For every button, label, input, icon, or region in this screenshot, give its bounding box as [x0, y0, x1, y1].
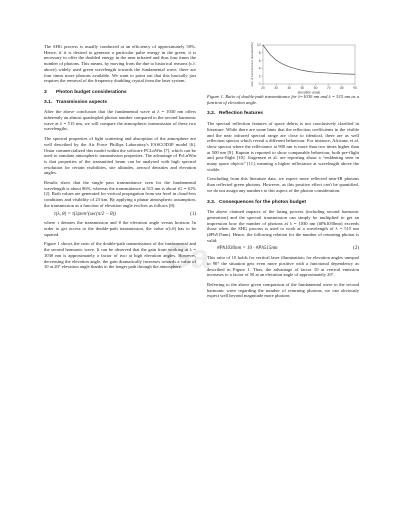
- figure-1-chart: [207, 42, 359, 94]
- equation-2-number: (2): [353, 246, 359, 252]
- subsection-number: 3.1.: [44, 99, 53, 105]
- subsection-title: Transmission aspects: [56, 99, 108, 105]
- x-axis-label: elevation angle: [297, 90, 321, 94]
- paragraph: After the above conclusion that the fundamental wave at λ = 1030 nm offers inherently an almost quadrupled photon number compared to the second harmonic wave at λ = 515 nm, we will compare the atmospheric transmission of these two wavelengths.: [44, 109, 196, 132]
- x-tick-label: 60: [313, 86, 318, 90]
- left-column: [44, 0, 196, 270]
- x-tick-label: 30: [274, 86, 278, 90]
- x-tick-label: 50: [300, 86, 305, 90]
- paragraph: Figure 1 shows the ratio of the double-path transmissions of the fundamental and the second harmonic wave. It can be observed that the gain from working at λ = 1030 nm is approximately a factor of two at high elevation angles. However, decreasing the elevation angle, the gain dramatically increases towards a value of 10 at 20° elevation angle thanks to the longer path through the atmosphere.: [44, 241, 196, 270]
- watermark: Ga: [165, 238, 209, 276]
- y-tick-label: 4: [258, 66, 261, 71]
- y-tick-label: 2: [258, 74, 261, 79]
- x-tick-label: 20: [261, 86, 265, 90]
- y-axis-label: ratio of transmission (bandwidths): [250, 42, 254, 87]
- paragraph: Concluding from this literature data, we expect more reflected near-IR photons than reflected green photons. However, as this positive effect can't be quantified, we do not assign any numbers to this aspect of the photon consideration.: [207, 176, 359, 193]
- x-tick-label: 70: [326, 86, 331, 90]
- paragraph: The above claimed impacts of the lasing process (including second harmonic generation) and the spectral transmission can simply be multiplied to get an impression how the number of photons at λ = 1030 nm (#Ph1030nm) exceeds those when the SHG process is used to work at a wavelength of λ = 515 nm (#Ph515nm). Hence, the following relation for the number of returning photon is valid:: [207, 209, 359, 243]
- intro-paragraph: The SHG process is usually conducted at an efficiency of approximately 50%. Hence, if it is desired to generate a particular pulse energy in the green, it is necessary to offer the doubled energy in the near infrared and thus four times the number of photons. This means, by moving from the due to historical reasons (c.f. above) widely used green wavelength towards the fundamental wave, there are four times more photons available. We want to point out that this basically just requires the removal of the frequency doubling crystal from the laser system.: [44, 44, 196, 84]
- equation-2: [217, 246, 359, 252]
- paragraph: The spectral reflection features of space debris is not conclusively clarified in literature. While there are some hints that the reflection coefficients in the visible and the near infrared spectral range are close to identical, there are as well reflection spectra which reveal a different behaviour. For instance, Africano et al. show spectra where the reflectance at 900 nm is more than two times higher than at 500 nm [9]. Kupton is reported to show comparable behaviour, both pre-flight and post-flight [10]. Jorgensen et al. are reporting about a “reddening seen in many space objects” [11], meaning a higher reflectance at wavelength above the visible.: [207, 121, 359, 172]
- y-tick-label: 6: [258, 58, 261, 63]
- x-tick-label: 40: [287, 86, 292, 90]
- paragraph: Results show that the single pass transmittance τzen for the fundamental wavelength is about 86%, whereas the transmittance at 515 nm is about τG = 61% [2]. Both values are generated for vertical propagation from sea level in cloud-less conditions and visibility of 23 km. By applying a planar atmospheric assumption, the transmission as a function of elevation angle evolves as follows [8]:: [44, 180, 196, 208]
- figure-caption: Figure 1. Ratio of double-path transmittance for λ=1030 nm and λ = 515 nm as a function of elevation angle.: [207, 94, 359, 105]
- subsection-title: Reflection features: [219, 111, 264, 117]
- subsection-number: 3.3.: [207, 199, 216, 205]
- equation-1-formula: τ(λ, θ) = τ(λ)zen^(sec(π/2 − θ)): [54, 211, 116, 217]
- paragraph: where τ denotes the transmission and θ the elevation angle versus horizon. In order to get access to the double-path transmission, the value τ(λ,θ) has to be squared.: [44, 220, 196, 237]
- equation-1-number: (1): [190, 211, 196, 217]
- plot-frame: [263, 45, 355, 84]
- y-tick-label: 10: [256, 43, 261, 48]
- y-tick-label: 0: [258, 82, 261, 87]
- subsection-title: Consequences for the photon budget: [219, 199, 306, 205]
- right-column: [207, 0, 359, 299]
- paragraph: Referring to the above given comparison of the fundamental wave to the second harmonic wave regarding the number of returning photons, we can obviously expect well beyond magnitude more photons: [207, 281, 359, 299]
- section-title: Photon budget considerations: [56, 89, 127, 95]
- subsection-number: 3.2.: [207, 111, 216, 117]
- paragraph: This ratio of 10 holds for vertical laser illumination; for elevation angles unequal to 90° the situation gets even more positive with a functional dependency as described in Figure 1. Thus, the advantage of factor 10 at vertical emission increases to a factor of 50 at an elevation angle of approximately 20°.: [207, 255, 359, 278]
- x-tick-label: 90: [353, 86, 357, 90]
- y-tick-label: 8: [258, 51, 261, 55]
- equation-1: [54, 212, 196, 218]
- transmission-ratio-line: [263, 45, 355, 74]
- figure-1: [207, 42, 359, 94]
- section-number: 3: [44, 89, 47, 95]
- equation-2-formula: #Ph1030nm = 10 · #Ph515nm: [217, 246, 278, 252]
- x-tick-label: 80: [340, 86, 344, 90]
- paragraph: The spectral properties of light scattering and absorption of the atmosphere are well described by the Air Force Phillips Laboratory's FASCOD3P model [6]. Ontar commercialized this model within the software PCLnWin [7], which can be used to simulate atmospheric transmission properties. The advantage of PcLnWin is that properties of the transmitted beam can be analysed with high spectral resolution for certain visibilities, site altitudes, aerosol densities and elevation angles.: [44, 136, 196, 176]
